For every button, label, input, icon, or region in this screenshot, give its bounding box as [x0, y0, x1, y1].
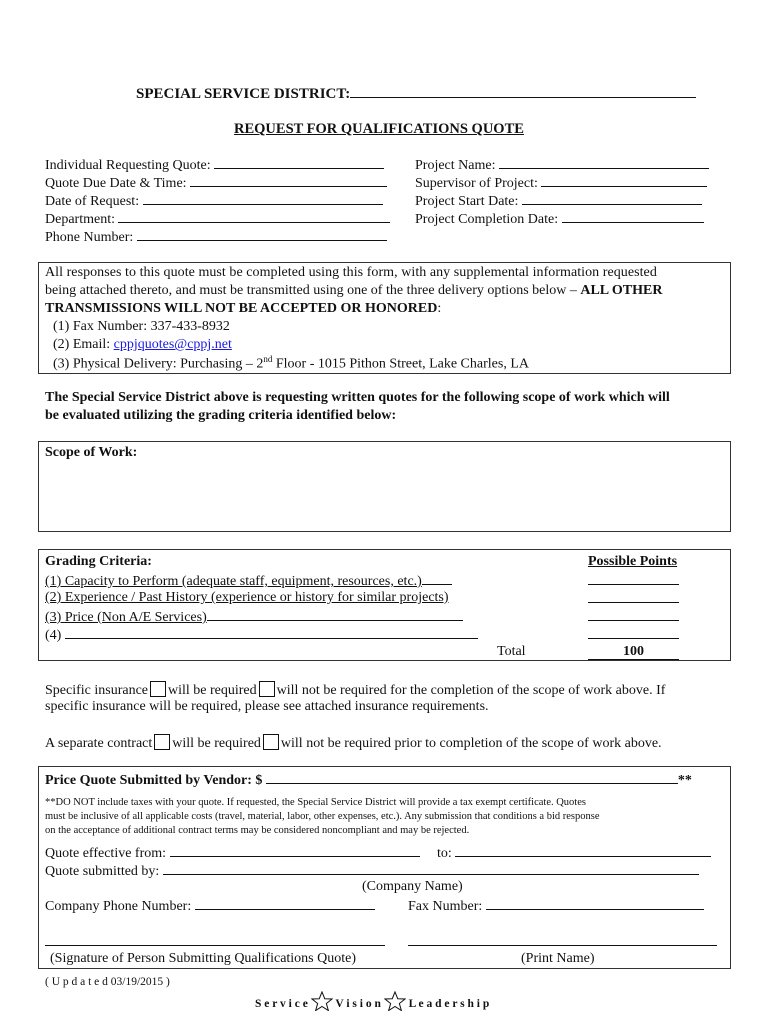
instructions-line-1: All responses to this quote must be completed using this form, with any supplemental information requested: [45, 265, 657, 280]
instructions-line-3: [45, 301, 441, 317]
field-start-date-line[interactable]: [522, 192, 702, 205]
contract-required-checkbox[interactable]: [154, 734, 170, 750]
delivery-physical: [53, 354, 529, 373]
criterion-4-label: (4): [45, 628, 62, 643]
field-individual-label: Individual Requesting Quote:: [45, 158, 211, 173]
insurance-required-label: will be required: [168, 683, 257, 698]
field-phone-label: Phone Number:: [45, 230, 134, 245]
print-name-caption: (Print Name): [521, 951, 595, 966]
field-individual: [45, 156, 384, 174]
price-quote-row: [45, 771, 692, 789]
signature-caption: (Signature of Person Submitting Qualifications Quote): [50, 951, 357, 966]
criterion-3: [45, 608, 463, 626]
tax-note-3: on the acceptance of additional contract terms may be considered noncompliant and may be rejected.: [45, 825, 470, 836]
delivery-fax: (1) Fax Number: 337-433-8932: [53, 319, 230, 334]
field-start-date-label: Project Start Date:: [415, 194, 519, 209]
insurance-required-checkbox[interactable]: [150, 681, 166, 697]
field-department: [45, 210, 390, 228]
field-supervisor: [415, 174, 707, 192]
field-supervisor-line[interactable]: [541, 174, 707, 187]
company-name-caption: (Company Name): [362, 879, 463, 894]
field-due-date-line[interactable]: [190, 174, 387, 187]
field-department-line[interactable]: [118, 210, 390, 223]
insurance-prefix: Specific insurance: [45, 683, 149, 698]
effective-to-row: [437, 844, 711, 862]
effective-from-label: Quote effective from:: [45, 846, 167, 861]
instructions-colon: :: [437, 301, 442, 316]
field-start-date: [415, 192, 702, 210]
contract-not-required-label: will not be required prior to completion of the scope of work above.: [280, 736, 662, 751]
request-statement-1: The Special Service District above is requesting written quotes for the following scope of work which will: [45, 390, 670, 405]
instructions-text: being attached thereto, and must be transmitted using one of the three delivery options below –: [45, 283, 581, 298]
points-1[interactable]: [588, 572, 679, 590]
insurance-not-required-label: will not be required for the completion of the scope of work above. If: [276, 683, 666, 698]
instructions-emphasis-2: TRANSMISSIONS WILL NOT BE ACCEPTED OR HONORED: [45, 301, 438, 316]
points-2[interactable]: [588, 590, 679, 608]
field-department-label: Department:: [45, 212, 115, 227]
scope-of-work-box[interactable]: [38, 441, 731, 532]
instructions-emphasis: ALL OTHER: [580, 283, 663, 298]
fax-number-row: [408, 897, 704, 915]
district-header: [136, 85, 696, 103]
delivery-physical-address: Floor - 1015 Pithon Street, Lake Charles, LA: [272, 356, 529, 372]
points-3[interactable]: [588, 608, 679, 626]
price-quote-label: Price Quote Submitted by Vendor: $: [45, 773, 263, 788]
instructions-line-2: [45, 283, 662, 299]
field-request-date-label: Date of Request:: [45, 194, 140, 209]
field-project-name: [415, 156, 709, 174]
field-completion-date-line[interactable]: [562, 210, 704, 223]
motto-vision: V i s i o n: [335, 998, 381, 1010]
criterion-2: [45, 590, 449, 606]
grading-title: Grading Criteria:: [45, 554, 152, 569]
field-phone-line[interactable]: [137, 228, 387, 241]
delivery-email-label: (2) Email:: [53, 337, 114, 352]
updated-date: ( U p d a t e d 03/19/2015 ): [45, 976, 170, 988]
submitted-by-input[interactable]: [163, 862, 699, 875]
email-link[interactable]: cppjquotes@cppj.net: [113, 337, 232, 352]
criterion-4-line[interactable]: [65, 626, 478, 639]
field-phone: [45, 228, 387, 246]
total-label: Total: [497, 644, 526, 659]
contract-not-required-checkbox[interactable]: [263, 734, 279, 750]
motto-leadership: L e a d e r s h i p: [408, 998, 490, 1010]
field-request-date-line[interactable]: [143, 192, 383, 205]
submitted-by-label: Quote submitted by:: [45, 864, 160, 879]
fax-number-input[interactable]: [486, 897, 704, 910]
district-label: SPECIAL SERVICE DISTRICT:: [136, 86, 351, 102]
footer-motto: [255, 991, 489, 1011]
field-completion-date: [415, 210, 704, 228]
criterion-3-label: (3) Price (Non A/E Services): [45, 610, 207, 625]
delivery-physical-text: (3) Physical Delivery: Purchasing – 2: [53, 356, 264, 372]
company-phone-input[interactable]: [195, 897, 375, 910]
request-statement-2: be evaluated utilizing the grading criteria identified below:: [45, 408, 397, 423]
motto-service: S e r v i c e: [255, 998, 308, 1010]
insurance-line-1: [45, 681, 665, 699]
fax-number-label: Fax Number:: [408, 899, 483, 914]
scope-of-work-label: Scope of Work:: [45, 445, 138, 460]
criterion-1: [45, 572, 452, 590]
district-name-line[interactable]: [350, 85, 696, 98]
field-due-date-label: Quote Due Date & Time:: [45, 176, 187, 191]
price-quote-suffix: **: [677, 773, 692, 788]
criterion-2-label: (2) Experience / Past History (experience or history for similar projects): [45, 590, 449, 605]
print-name-line[interactable]: [408, 933, 717, 946]
field-project-name-line[interactable]: [499, 156, 709, 169]
delivery-sup: nd: [263, 354, 273, 364]
points-4[interactable]: [588, 626, 679, 644]
star-icon: [384, 991, 406, 1011]
contract-line: [45, 734, 662, 752]
star-icon: [311, 991, 333, 1011]
company-phone-label: Company Phone Number:: [45, 899, 192, 914]
field-request-date: [45, 192, 383, 210]
criterion-1-fill: [422, 572, 452, 585]
criterion-3-fill: [207, 608, 463, 621]
tax-note-2: must be inclusive of all applicable costs (travel, material, labor, other expenses, etc.). Any submission that conditions a bid response: [45, 811, 600, 822]
criterion-1-label: (1) Capacity to Perform (adequate staff, equipment, resources, etc.): [45, 574, 422, 589]
company-phone-row: [45, 897, 375, 915]
effective-to-label: to:: [437, 846, 452, 861]
criterion-4: [45, 626, 478, 644]
field-individual-line[interactable]: [214, 156, 384, 169]
signature-line[interactable]: [45, 933, 385, 946]
contract-prefix: A separate contract: [45, 736, 153, 751]
delivery-email: [53, 337, 232, 353]
field-project-name-label: Project Name:: [415, 158, 496, 173]
effective-from-input[interactable]: [170, 844, 420, 857]
submitted-by-row: [45, 862, 699, 880]
possible-points-header: Possible Points: [588, 554, 678, 569]
form-title: REQUEST FOR QUALIFICATIONS QUOTE: [234, 121, 524, 137]
contract-required-label: will be required: [172, 736, 261, 751]
insurance-line-2: specific insurance will be required, please see attached insurance requirements.: [45, 699, 489, 714]
field-supervisor-label: Supervisor of Project:: [415, 176, 538, 191]
effective-to-input[interactable]: [455, 844, 711, 857]
total-value: 100: [588, 644, 679, 660]
effective-from-row: [45, 844, 420, 862]
tax-note-1: **DO NOT include taxes with your quote. If requested, the Special Service District will provide a tax exempt certificate. Quotes: [45, 797, 586, 808]
insurance-not-required-checkbox[interactable]: [259, 681, 275, 697]
price-quote-input[interactable]: [266, 771, 678, 784]
field-due-date: [45, 174, 387, 192]
field-completion-date-label: Project Completion Date:: [415, 212, 559, 227]
